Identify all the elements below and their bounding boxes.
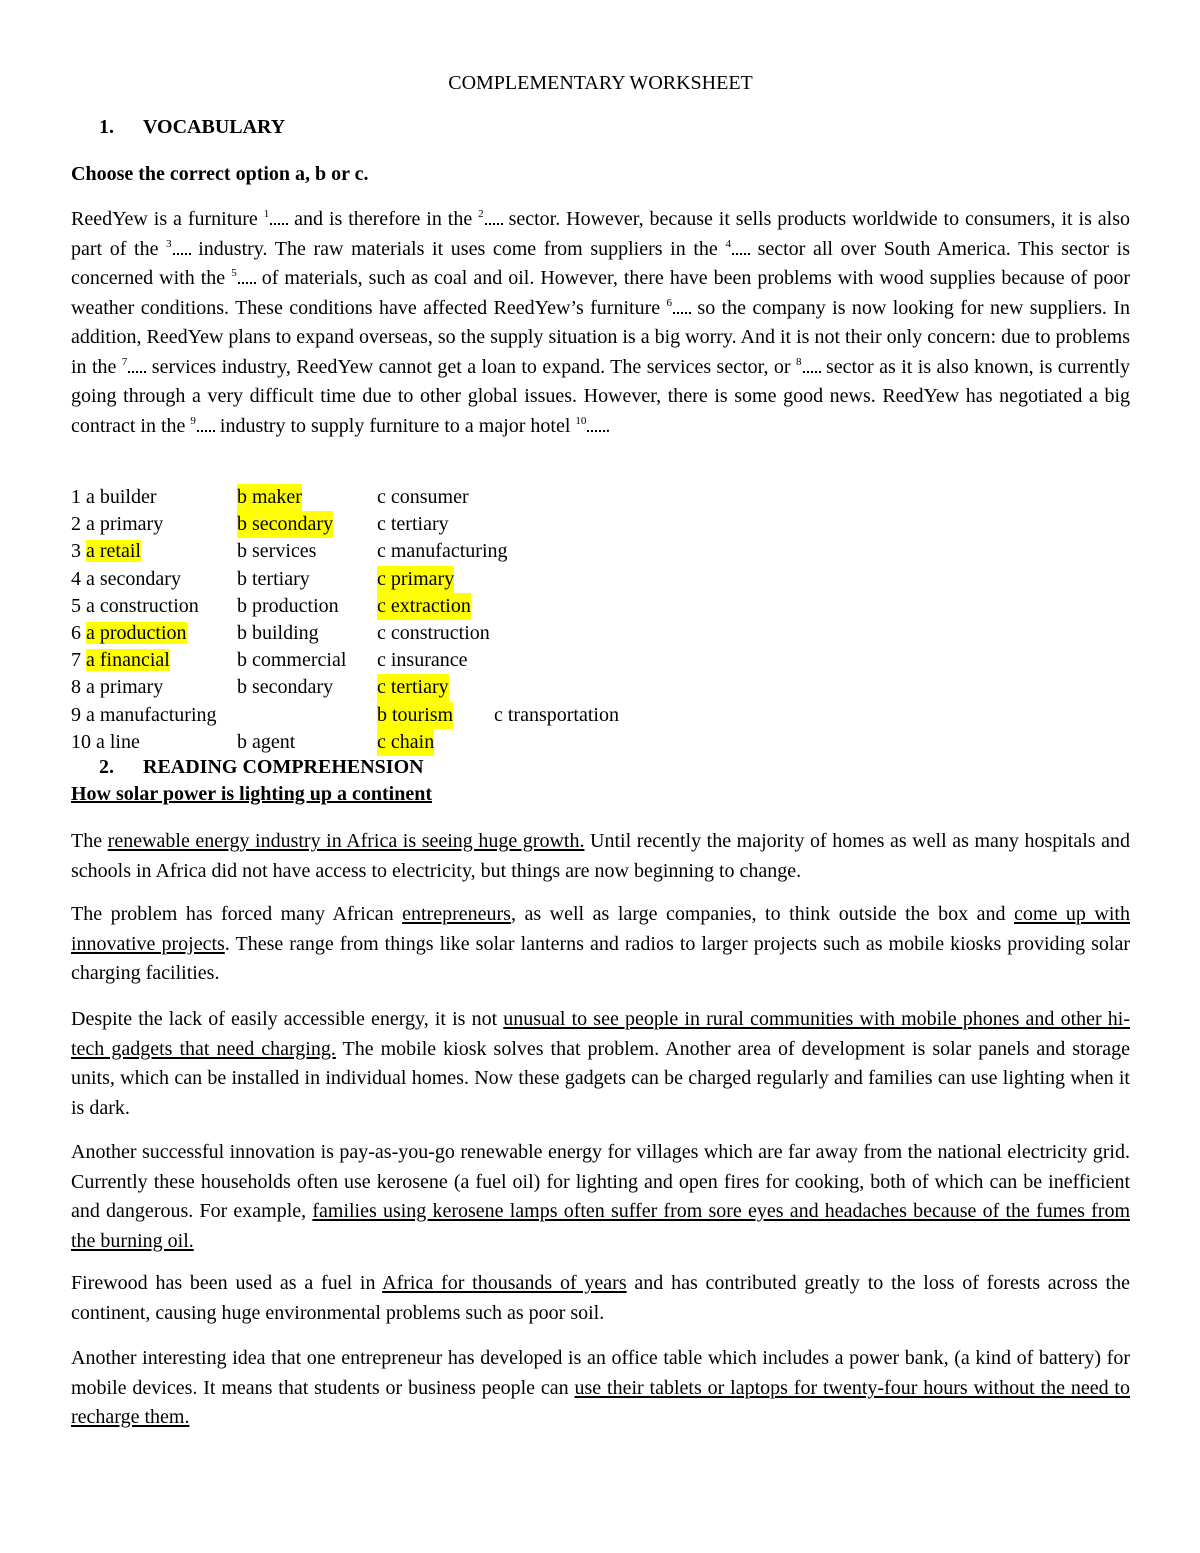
text: and has contributed greatly to the loss of forests across the continent, causing huge environmental problems such as poor soil. xyxy=(71,1272,1130,1324)
underlined-text: Africa for thousands of years xyxy=(382,1272,627,1294)
gap-number: 5 xyxy=(231,267,237,279)
option-a: 9 a manufacturing xyxy=(71,703,217,726)
option-b: b secondary xyxy=(237,676,334,699)
option-number: 6 xyxy=(71,621,86,644)
underlined-text: entrepreneurs xyxy=(402,903,511,925)
option-a xyxy=(71,538,141,565)
gap-number: 9 xyxy=(190,414,196,427)
underlined-text: renewable energy industry in Africa is seeing huge growth. xyxy=(107,830,585,852)
reading-paragraph-3 xyxy=(71,1005,1130,1123)
cloze-text: sector as it is also known, is currently going through a very difficult time due to other global issues. However, there is some good news. ReedYew has negotiated a big contract in the xyxy=(71,355,1130,437)
text: Despite the lack of easily accessible energy, it is not xyxy=(71,1008,504,1030)
option-a: 2 a primary xyxy=(71,513,164,536)
option-b-highlighted: b tourism xyxy=(377,702,453,729)
cloze-text: so the company is now looking for new suppliers. In addition, ReedYew plans to expand overseas, so the supply situation is a big worry. And it is not their only concern: due to problems in the xyxy=(71,296,1130,378)
cloze-text: industry. The raw materials it uses come from suppliers in the xyxy=(190,237,726,260)
option-c: c manufacturing xyxy=(377,540,508,563)
option-c: c construction xyxy=(377,621,490,644)
gap-blank xyxy=(197,418,215,432)
option-c: c consumer xyxy=(377,486,469,508)
cloze-text: sector. However, because it sells products worldwide to consumers, it is also part of the xyxy=(71,208,1130,260)
section-number: 1. xyxy=(99,116,114,138)
gap-number: 6 xyxy=(666,296,673,309)
underlined-text: come up with innovative projects xyxy=(71,903,1130,955)
gap-number: 4 xyxy=(725,237,731,250)
underlined-text: use their tablets or laptops for twenty-four hours without the need to recharge them. xyxy=(71,1376,1130,1428)
instruction-text: Choose the correct option a, b or c. xyxy=(71,163,369,185)
reading-paragraph-1 xyxy=(71,827,1130,886)
worksheet-title: COMPLEMENTARY WORKSHEET xyxy=(448,72,753,94)
option-b: b tertiary xyxy=(237,567,310,590)
option-b-highlighted: b secondary xyxy=(237,511,333,538)
option-a-highlighted: a retail xyxy=(86,540,141,563)
option-c-highlighted: c primary xyxy=(377,566,454,593)
gap-number: 2 xyxy=(478,208,484,220)
cloze-text: and is therefore in the xyxy=(288,208,479,230)
option-c-highlighted: c chain xyxy=(377,729,434,756)
text: Firewood has been used as a fuel in xyxy=(71,1272,383,1294)
reading-paragraph-2 xyxy=(71,900,1130,989)
option-b-highlighted: b maker xyxy=(237,484,302,511)
underlined-text: families using kerosene lamps often suffer from sore eyes and headaches because of the fumes from the burning oil. xyxy=(71,1200,1130,1252)
option-a-highlighted: a financial xyxy=(86,649,170,672)
reading-title: How solar power is lighting up a continent xyxy=(71,783,432,805)
option-b: b services xyxy=(237,540,317,563)
gap-blank xyxy=(485,211,503,225)
option-a: 1 a builder xyxy=(71,486,157,508)
cloze-text: sector all over South America. This sector is concerned with the xyxy=(71,237,1131,289)
gap-blank xyxy=(803,359,821,373)
section-title: VOCABULARY xyxy=(143,116,286,138)
cloze-text: . xyxy=(605,414,611,437)
option-a: 8 a primary xyxy=(71,676,164,699)
gap-number: 7 xyxy=(121,355,128,368)
cloze-text: ReedYew is a furniture xyxy=(71,208,264,230)
section-number: 2. xyxy=(99,756,114,778)
cloze-text: industry to supply furniture to a major hotel xyxy=(214,414,576,437)
option-a-highlighted: a production xyxy=(86,621,187,644)
text: . These range from things like solar lanterns and radios to larger projects such as mobile kiosks providing solar charging facilities. xyxy=(71,932,1131,984)
gap-blank xyxy=(673,300,691,314)
option-b: b building xyxy=(237,621,319,644)
gap-number: 8 xyxy=(796,355,802,368)
gap-number: 1 xyxy=(263,208,270,220)
option-number: 3 xyxy=(71,540,86,563)
gap-number: 3 xyxy=(166,237,172,250)
gap-blank xyxy=(173,241,191,255)
cloze-paragraph xyxy=(71,205,1130,441)
option-a: 10 a line xyxy=(71,730,140,753)
option-b: b commercial xyxy=(237,649,347,672)
option-b: b production xyxy=(237,594,339,617)
gap-blank xyxy=(128,359,146,373)
underlined-text: unusual to see people in rural communities with mobile phones and other hi-tech gadgets that need charging. xyxy=(71,1008,1131,1060)
option-a xyxy=(71,647,170,674)
section-heading-vocabulary xyxy=(99,116,285,139)
text: The xyxy=(71,830,108,852)
option-a: 5 a construction xyxy=(71,594,199,617)
section-heading-reading xyxy=(99,756,424,779)
text: Another interesting idea that one entrepreneur has developed is an office table which includes a power bank, (a kind of battery) for mobile devices. It means that students or business people can xyxy=(71,1347,1130,1399)
option-c-highlighted: c extraction xyxy=(377,593,471,620)
reading-paragraph-5 xyxy=(71,1269,1130,1328)
section-title: READING COMPREHENSION xyxy=(143,756,424,778)
text: The mobile kiosk solves that problem. Another area of development is solar panels and storage units, which can be installed in individual homes. Now these gadgets can be charged regularly and families can use lighting when it is dark. xyxy=(71,1037,1131,1119)
option-c: c tertiary xyxy=(377,513,449,536)
option-c: c transportation xyxy=(494,703,619,726)
gap-blank xyxy=(238,270,256,284)
reading-paragraph-6 xyxy=(71,1344,1130,1433)
gap-blank xyxy=(270,211,288,225)
cloze-text: services industry, ReedYew cannot get a loan to expand. The services sector, or xyxy=(146,355,797,378)
reading-paragraph-4 xyxy=(71,1138,1130,1256)
option-c: c insurance xyxy=(377,649,468,672)
text: Until recently the majority of homes as well as many hospitals and schools in Africa did not have access to electricity, but things are now beginning to change. xyxy=(71,830,1131,882)
text: Another successful innovation is pay-as-you-go renewable energy for villages which are far away from the national electricity grid. Currently these households often use kerosene (a fuel oil) for lighting and open fires for cooking, both of which can be inefficient and dangerous. For example, xyxy=(71,1141,1130,1222)
text: , as well as large companies, to think outside the box and xyxy=(510,903,1015,925)
text: The problem has forced many African xyxy=(71,903,403,925)
option-b: b agent xyxy=(237,730,296,753)
option-a xyxy=(71,620,187,647)
cloze-text: of materials, such as coal and oil. However, there have been problems with wood supplies because of poor weather conditions. These conditions have affected ReedYew’s furniture xyxy=(71,267,1130,319)
option-a: 4 a secondary xyxy=(71,567,181,590)
gap-blank xyxy=(732,241,750,255)
gap-blank xyxy=(587,418,605,432)
option-number: 7 xyxy=(71,649,86,672)
gap-number: 10 xyxy=(575,414,587,427)
option-c-highlighted: c tertiary xyxy=(377,674,449,701)
